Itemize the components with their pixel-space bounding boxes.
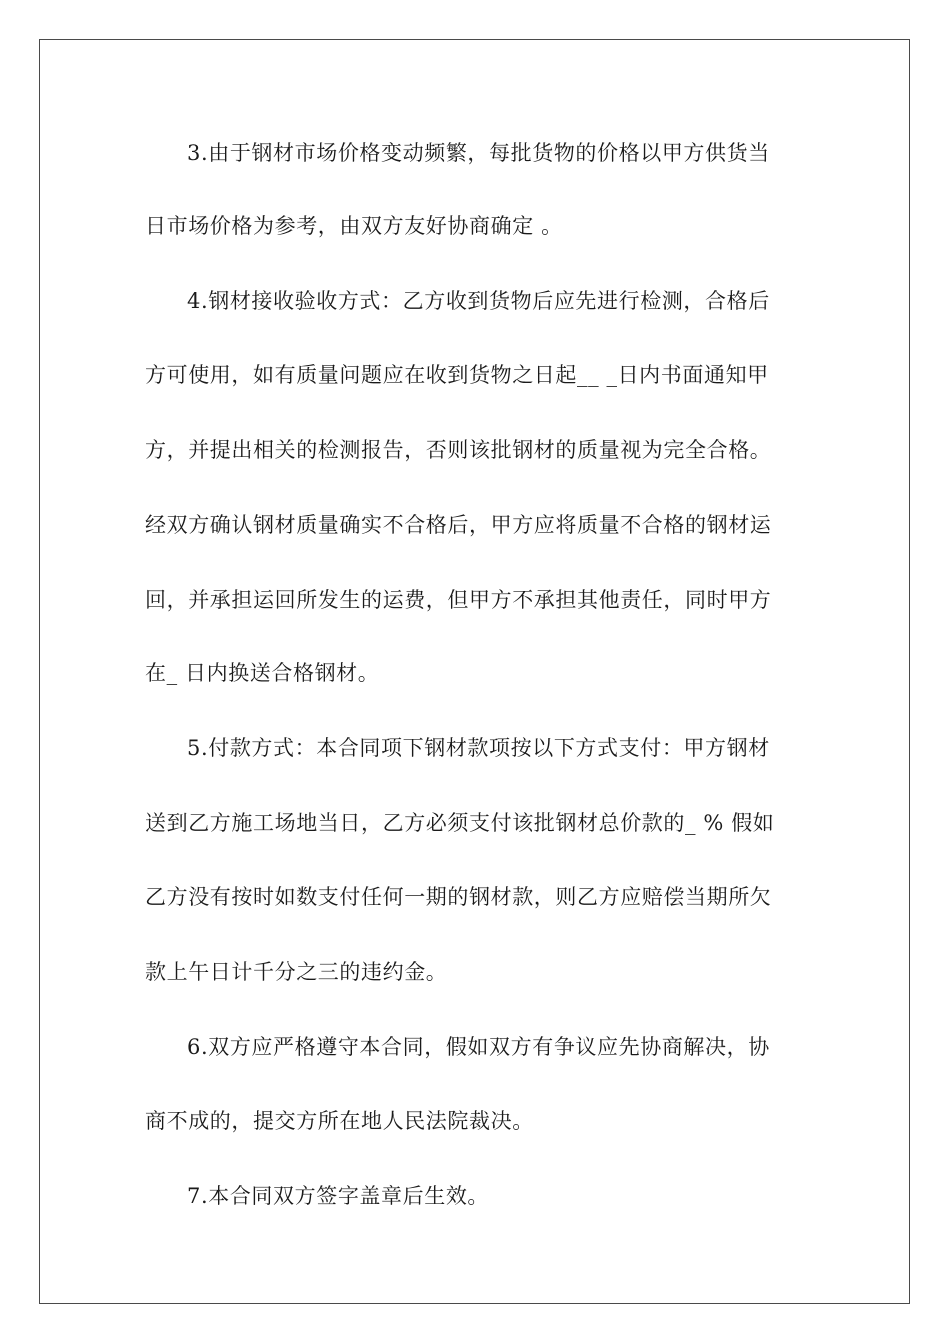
- clause-4-line-4: 经双方确认钢材质量确实不合格后，甲方应将质量不合格的钢材运: [145, 513, 772, 537]
- clause-6-line-1: 6.双方应严格遵守本合同，假如双方有争议应先协商解决，协: [187, 1035, 770, 1059]
- clause-5-line-4: 款上午日计千分之三的违约金。: [145, 960, 448, 984]
- clause-5-line-3: 乙方没有按时如数支付任何一期的钢材款，则乙方应赔偿当期所欠: [145, 885, 772, 909]
- clause-4-line-5: 回，并承担运回所发生的运费，但甲方不承担其他责任，同时甲方: [145, 588, 772, 612]
- clause-6-line-2: 商不成的，提交方所在地人民法院裁决。: [145, 1109, 534, 1133]
- clause-3-line-1: 3.由于钢材市场价格变动频繁，每批货物的价格以甲方供货当: [187, 141, 770, 165]
- clause-4-line-1: 4.钢材接收验收方式：乙方收到货物后应先进行检测，合格后: [187, 289, 770, 313]
- clause-4-line-3: 方，并提出相关的检测报告，否则该批钢材的质量视为完全合格。: [145, 438, 772, 462]
- clause-5-line-1: 5.付款方式：本合同项下钢材款项按以下方式支付：甲方钢材: [187, 736, 770, 760]
- clause-4-line-2: 方可使用，如有质量问题应在收到货物之日起__ _日内书面通知甲: [145, 363, 769, 387]
- clause-3-line-2: 日市场价格为参考，由双方友好协商确定 。: [145, 214, 563, 238]
- clause-4-line-6: 在_ 日内换送合格钢材。: [145, 661, 380, 685]
- clause-5-line-2: 送到乙方施工场地当日，乙方必须支付该批钢材总价款的_ % 假如: [145, 811, 775, 835]
- clause-7-line-1: 7.本合同双方签字盖章后生效。: [187, 1184, 490, 1208]
